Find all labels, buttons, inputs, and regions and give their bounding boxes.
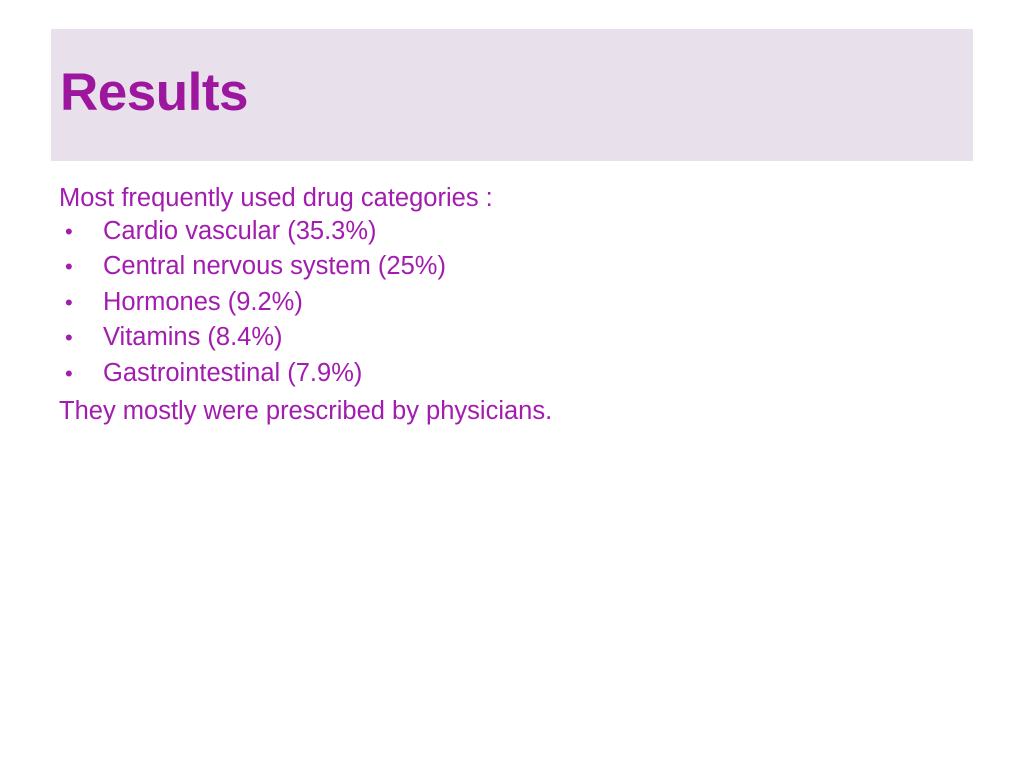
list-item bbox=[59, 325, 959, 361]
list-item-label: Central nervous system (25%) bbox=[103, 252, 446, 280]
list-item-label: Cardio vascular (35.3%) bbox=[103, 216, 377, 245]
bullet-dot-icon: • bbox=[65, 360, 73, 386]
page-title: Results bbox=[60, 63, 248, 122]
lead-text: Most frequently used drug categories : bbox=[59, 184, 493, 212]
slide-body bbox=[59, 186, 959, 425]
bullet-dot-icon: • bbox=[65, 325, 73, 350]
list-item-label: Vitamins (8.4%) bbox=[103, 323, 283, 351]
list-item bbox=[59, 216, 959, 255]
bullet-dot-icon: • bbox=[65, 254, 73, 279]
list-item bbox=[59, 254, 959, 290]
bullet-dot-icon: • bbox=[65, 218, 73, 244]
list-item-label: Hormones (9.2%) bbox=[103, 287, 303, 316]
bullet-list bbox=[59, 216, 959, 397]
list-item bbox=[59, 287, 959, 326]
list-item-label: Gastrointestinal (7.9%) bbox=[103, 358, 363, 387]
list-item bbox=[59, 358, 959, 397]
bullet-dot-icon: • bbox=[65, 289, 73, 315]
closing-text: They mostly were prescribed by physicians. bbox=[59, 397, 553, 425]
